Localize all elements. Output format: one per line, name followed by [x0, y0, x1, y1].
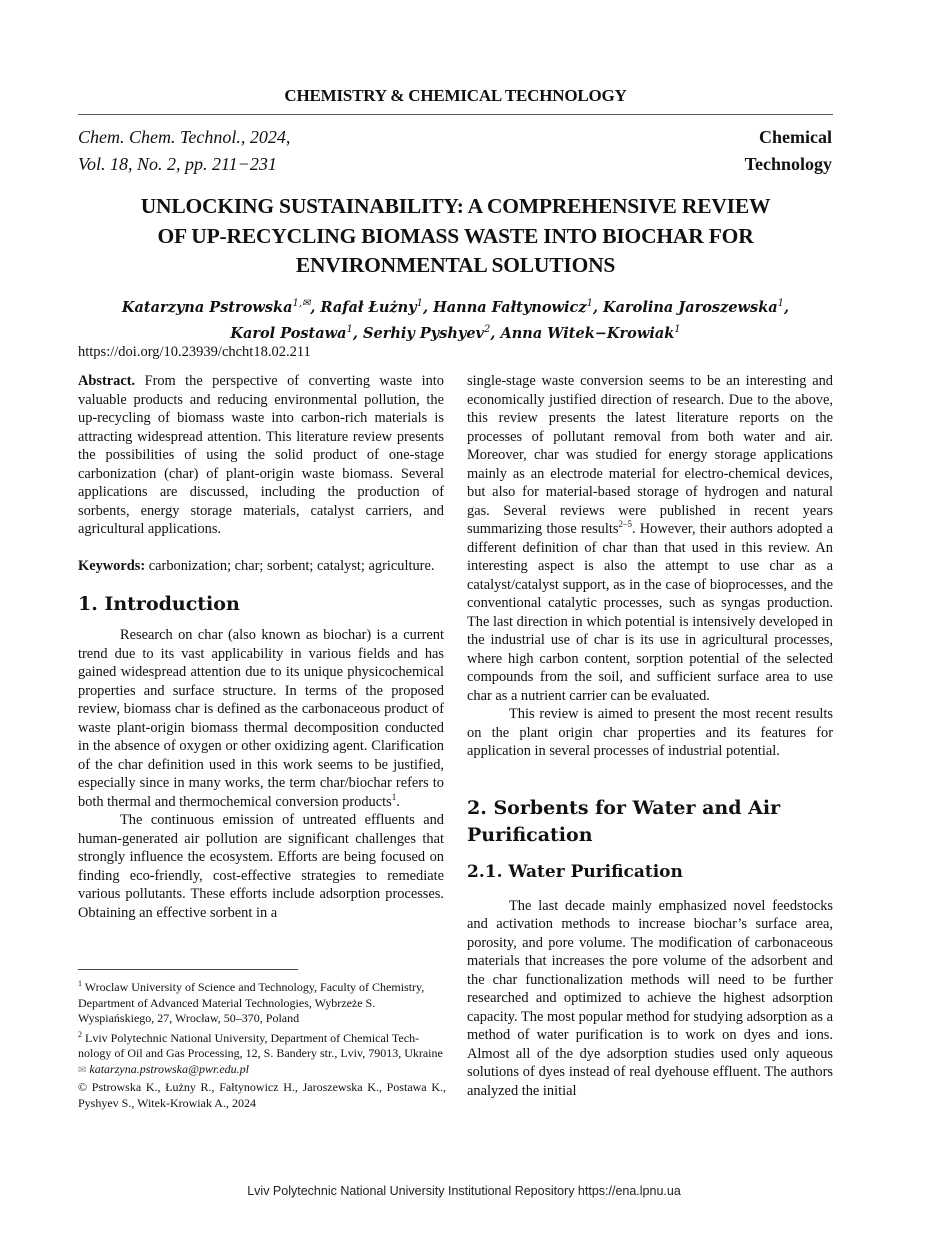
- author-affiliation: 1: [674, 323, 681, 335]
- author-separator: ,: [352, 324, 364, 342]
- email-link[interactable]: katarzyna.pstrowska@pwr.edu.pl: [86, 1061, 249, 1076]
- reference-citation[interactable]: 2–5: [618, 519, 632, 530]
- abstract: [78, 372, 444, 539]
- intro-paragraph-2: The continuous emission of untreated effluents and human-generated air pollution are significant challenges that strongly influence the ecosystem. Efforts are being focused on finding eco-friendly, cost-effective strategies to remediate various pollutants. These efforts include adsorption processes. Obtaining an effective sorbent in a: [78, 812, 444, 921]
- author-affiliation: 1,✉: [292, 298, 311, 309]
- title-line-2: OF UP-RECYCLING BIOMASS WASTE INTO BIOCHAR FOR: [157, 223, 754, 248]
- left-column: [78, 372, 444, 922]
- keywords-text: carbonization; char; sorbent; catalyst; agriculture.: [145, 557, 435, 574]
- author-affiliation: 1: [777, 298, 785, 309]
- envelope-icon: ✉: [78, 1064, 87, 1076]
- author-separator: ,: [784, 298, 790, 316]
- author-affiliation: 1: [586, 298, 593, 309]
- author-list: [78, 293, 833, 345]
- author-name: Katarzyna Pstrowska: [121, 298, 293, 316]
- journal-section: [745, 124, 832, 178]
- keywords: [78, 557, 444, 576]
- section-line-2: Technology: [744, 154, 832, 174]
- water-purification-paragraph-1: The last decade mainly emphasized novel feedstocks and activation methods to increase biochar’s surface area, porosity, and pore volume. The modification of carbonaceous materials that increases the pore volume of the adsorbent and the char functionalization methods will need to be further researched and optimized to achieve the highest adsorption capacity. The most popular method for studying adsorption as a method of water purification is to work on dyes and ions. Almost all of the dye adsorption studies used only aqueous solutions of dyes instead of real dyehouse effluent. The authors analyzed the initial: [467, 897, 833, 1099]
- footnote-mark: 1: [78, 979, 82, 988]
- author-affiliation: 1: [416, 298, 423, 309]
- article-title: [78, 192, 833, 281]
- abstract-text: From the perspective of converting waste into valuable products and reducing environmental pollution, the up-recycling of biomass waste into carbon-rich materials is attracting widespread attention. This literature review presents the possibilities of using the solid product of one-stage carbonization (char) of plant-origin waste biomass. Several applications are discussed, including the production of sorbents, energy storage materials, catalyst carriers, and agricultural applications.: [78, 373, 444, 537]
- author-name: Rafał Łużny: [320, 298, 417, 316]
- footnote-mark: 2: [78, 1029, 82, 1039]
- author-line-2: [78, 319, 833, 345]
- affiliation-1: [78, 976, 446, 1027]
- section-heading-sorbents: 2. Sorbents for Water and Air Purification: [467, 796, 781, 846]
- corresponding-email: [78, 1062, 446, 1079]
- author-affiliation: 2: [484, 323, 491, 335]
- author-name: Karolina Jaroszewska: [603, 298, 778, 316]
- paragraph-text: single-stage waste conversion seems to be an interesting and economically justified direction of research. Due to the above, this review presents the latest literature reports on the processes of pollutant removal from both water and air. Moreover, char was studied for energy storage applications mainly as an electrode material for electro-chemical devices, but also for material-based storage of hydrogen and natural gas. Several reviews were published in recent years summarizing those results: [467, 373, 833, 537]
- journal-header: CHEMISTRY & CHEMICAL TECHNOLOGY: [284, 86, 627, 105]
- paragraph-text: . However, their authors adopted a different definition of char than that used in this review. An interesting aspect is also the attempt to use char as a catalyst/catalyst support, as in the case of bioprocesses, and the conventional catalytic processes, such as syngas production. The last direction in which potential is intensively developed in the industrial use of char is its use in agricultural processes, where high carbon content, sorption potential of the selected compounds from the soil, and sufficient surface area to use char as a nutrient carrier can be evaluated.: [467, 521, 834, 704]
- right-column: [467, 372, 833, 1100]
- author-separator: ,: [422, 298, 434, 316]
- affiliation-text: Wroclaw University of Science and Technology, Faculty of Chemistry, Department of Advanced Material Technologies, Wybrzeże S. Wyspiańskiego, 27, Wrocław, 50–370, Poland: [78, 980, 425, 1025]
- author-name: Anna Witek−Krowiak: [500, 324, 675, 342]
- abstract-label: Abstract.: [78, 373, 136, 389]
- paragraph-text: Research on char (also known as biochar) is a current trend due to its vast applicability in various fields and has gained widespread attention due to its unique physicochemical properties and surface structure. In terms of the proposed review, biomass char is defined as the carbonaceous product of waste plant-origin biomass thermal decomposition conducted in the absence of oxygen or other oxidizing agent. Clarification of the char definition used in this work seems to be justified, especially since in many works, the term char/biochar refers to both thermal and thermochemical conversion products: [78, 627, 444, 810]
- author-name: Karol Postawa: [230, 324, 347, 342]
- intro-paragraph-1: [78, 626, 444, 811]
- reference-citation[interactable]: 1: [391, 791, 397, 802]
- author-separator: ,: [592, 298, 604, 316]
- title-line-3: ENVIRONMENTAL SOLUTIONS: [295, 253, 616, 277]
- intro-paragraph-2-continued: [467, 372, 833, 705]
- footnotes: [78, 976, 446, 1111]
- subsection-heading-water-purification: 2.1. Water Purification: [467, 861, 683, 882]
- author-line-1: [78, 293, 833, 319]
- section-heading-introduction: 1. Introduction: [78, 593, 240, 615]
- title-line-1: UNLOCKING SUSTAINABILITY: A COMPREHENSIVE REVIEW: [140, 194, 771, 218]
- author-affiliation: 1: [346, 323, 353, 335]
- affiliation-text: Lviv Polytechnic National University, Department of Chemical Tech-nology of Oil and Gas Processing, 12, S. Bandery str., Lviv, 79013, Ukraine: [78, 1030, 443, 1060]
- citation-line-1: Chem. Chem. Technol., 2024,: [78, 127, 291, 147]
- repository-footer: Lviv Polytechnic National University Institutional Repository https://ena.lpnu.ua: [247, 1184, 681, 1198]
- paragraph-text: .: [396, 793, 400, 810]
- keywords-label: Keywords:: [78, 557, 146, 574]
- author-separator: ,: [490, 324, 501, 342]
- author-name: Serhiy Pyshyev: [363, 324, 484, 342]
- header-divider: [78, 114, 833, 115]
- author-separator: ,: [310, 298, 321, 316]
- section-line-1: Chemical: [759, 127, 832, 147]
- intro-paragraph-3: This review is aimed to present the most recent results on the plant origin char properties and its features for application in several processes of industrial potential.: [467, 706, 833, 759]
- citation-line-2: Vol. 18, No. 2, pp. 211−231: [78, 154, 277, 174]
- citation-info: [78, 124, 290, 178]
- doi-link[interactable]: https://doi.org/10.23939/chcht18.02.211: [78, 344, 311, 360]
- footnote-divider: [78, 969, 298, 970]
- author-name: Hanna Fałtynowicz: [433, 298, 587, 316]
- copyright-notice: © Pstrowska K., Łużny R., Fałtynowicz H., Jaroszewska K., Postawa K., Pyshyev S., Witek-Krowiak A., 2024: [78, 1080, 446, 1110]
- affiliation-2: [78, 1027, 446, 1062]
